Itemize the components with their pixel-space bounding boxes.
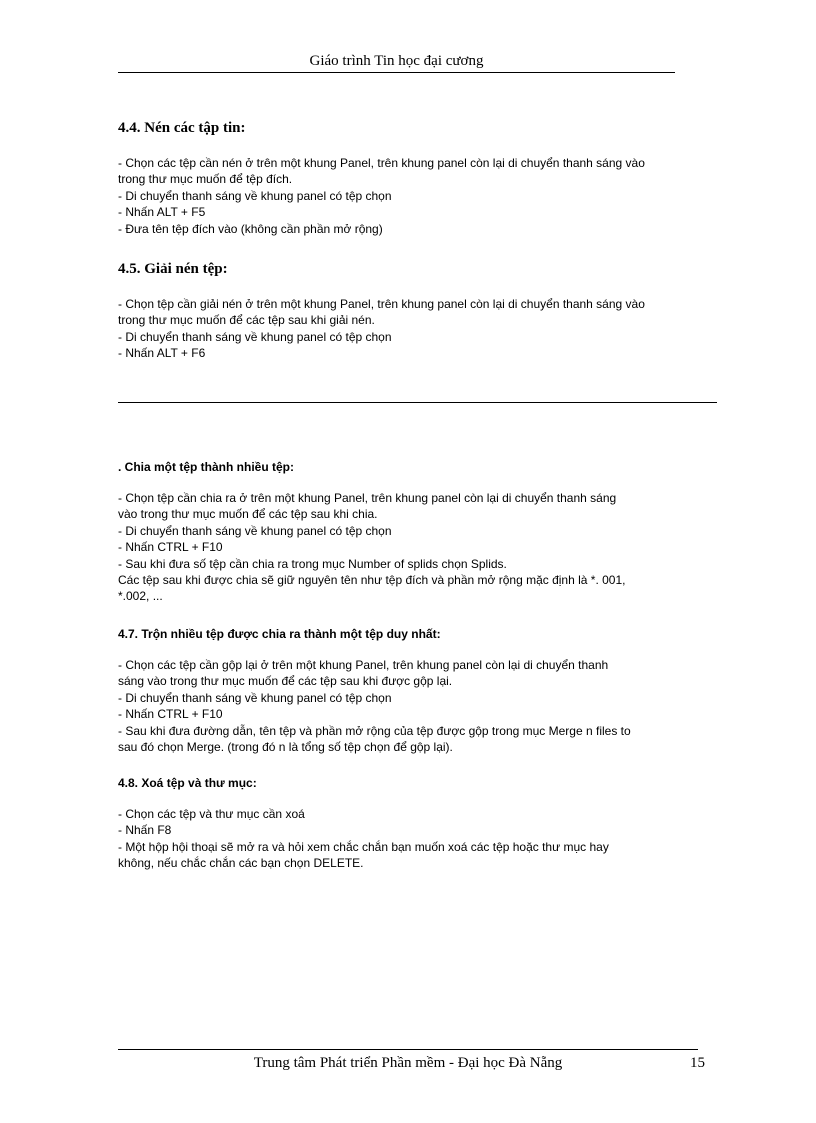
body-line: trong thư mục muốn để các tệp sau khi giải nén. [118, 313, 375, 328]
section-tron-tep [118, 627, 718, 755]
body-line: - Nhấn CTRL + F10 [118, 707, 223, 722]
body-line: - Nhấn ALT + F5 [118, 205, 206, 220]
body-line: vào trong thư mục muốn để các tệp sau khi chia. [118, 507, 378, 522]
body-line: - Sau khi đưa số tệp cần chia ra trong mục Number of splids chọn Splids. [118, 556, 507, 571]
section-heading: 4.7. Trộn nhiều tệp được chia ra thành một tệp duy nhất: [118, 627, 441, 641]
section-xoa-tep [118, 776, 718, 872]
body-line: trong thư mục muốn để tệp đích. [118, 172, 293, 187]
section-heading: . Chia một tệp thành nhiều tệp: [118, 460, 294, 474]
page-number: 15 [690, 1055, 705, 1071]
body-line: - Di chuyển thanh sáng về khung panel có tệp chọn [118, 523, 392, 538]
body-line: - Di chuyển thanh sáng về khung panel có tệp chọn [118, 690, 392, 705]
body-line: - Sau khi đưa đường dẫn, tên tệp và phần mở rộng của tệp được gộp trong mục Merge n files to [118, 723, 631, 738]
body-line: - Chọn tệp cần giải nén ở trên một khung Panel, trên khung panel còn lại di chuyển thanh sáng vào [118, 297, 645, 311]
running-header: Giáo trình Tin học đại cương [309, 53, 484, 69]
body-line: - Nhấn CTRL + F10 [118, 540, 223, 555]
body-line: - Chọn các tệp cần gộp lại ở trên một khung Panel, trên khung panel còn lại di chuyển thanh [118, 658, 609, 672]
body-line: Các tệp sau khi được chia sẽ giữ nguyên tên như tệp đích và phần mở rộng mặc định là *. 001, [118, 573, 626, 588]
body-line: - Chọn các tệp và thư mục cần xoá [118, 807, 305, 821]
section-heading: 4.8. Xoá tệp và thư mục: [118, 776, 257, 790]
body-line: - Đưa tên tệp đích vào (không cần phần mở rộng) [118, 221, 383, 236]
footer-rule [118, 1049, 698, 1050]
body-line: - Di chuyển thanh sáng về khung panel có tệp chọn [118, 329, 392, 344]
body-line: - Nhấn F8 [118, 823, 172, 838]
section-chia-tep [118, 460, 718, 605]
section-giai-nen-tep [118, 261, 718, 362]
body-line: - Chọn các tệp cần nén ở trên một khung Panel, trên khung panel còn lại di chuyển thanh sáng vào [118, 156, 645, 170]
body-line: - Nhấn ALT + F6 [118, 346, 206, 361]
body-line: - Chọn tệp cần chia ra ở trên một khung Panel, trên khung panel còn lại di chuyển thanh sáng [118, 491, 617, 505]
body-line: sau đó chọn Merge. (trong đó n là tổng số tệp chọn để gộp lại). [118, 740, 453, 755]
body-line: - Di chuyển thanh sáng về khung panel có tệp chọn [118, 188, 392, 203]
body-line: - Một hộp hội thoại sẽ mở ra và hỏi xem chắc chắn bạn muốn xoá các tệp hoặc thư mục hay [118, 839, 609, 854]
section-divider [118, 402, 717, 403]
running-footer: Trung tâm Phát triển Phần mềm - Đại học Đà Nẵng [253, 1055, 563, 1071]
section-heading: 4.5. Giải nén tệp: [118, 261, 228, 277]
header-rule [118, 72, 675, 73]
section-nen-tap-tin [118, 120, 718, 237]
body-line: sáng vào trong thư mục muốn để các tệp sau khi được gộp lại. [118, 674, 453, 689]
body-line: *.002, ... [118, 589, 163, 604]
body-line: không, nếu chắc chắn các bạn chọn DELETE. [118, 856, 364, 871]
section-heading: 4.4. Nén các tập tin: [118, 120, 246, 136]
